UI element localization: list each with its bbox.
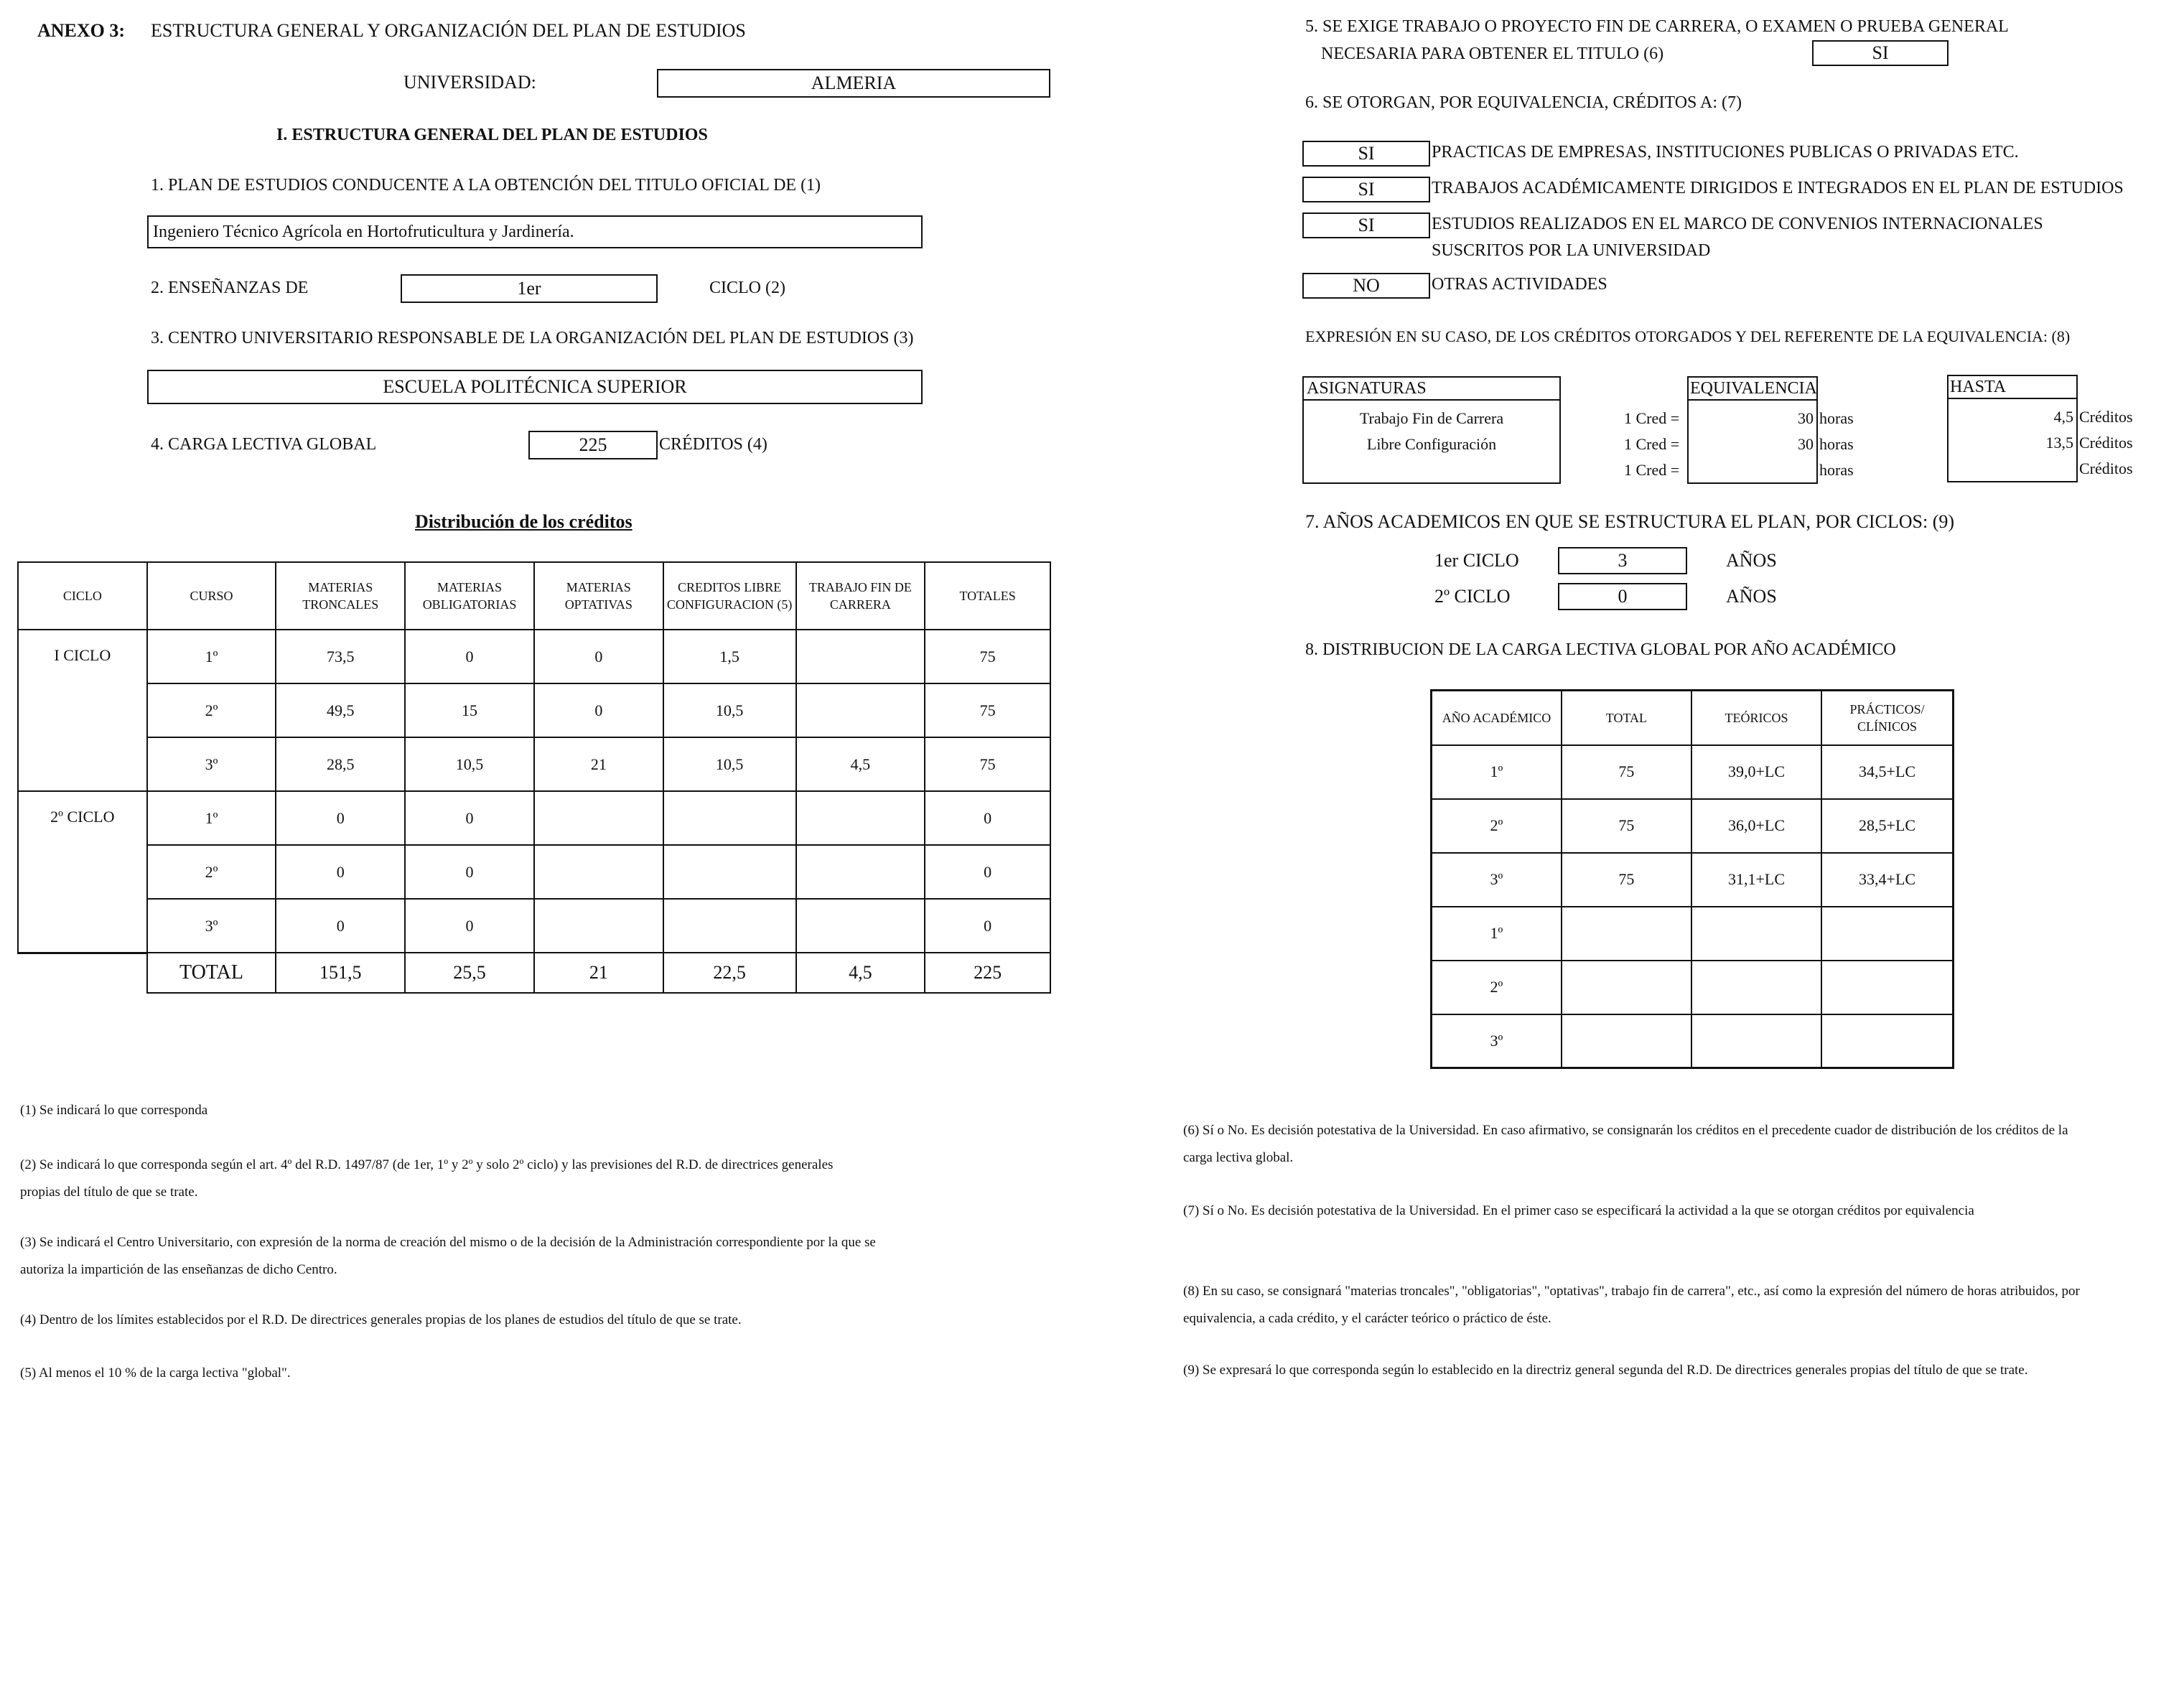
table-cell: 1,5 — [663, 630, 796, 683]
table-cell: 39,0+LC — [1691, 745, 1821, 799]
table-header-row — [18, 562, 1050, 630]
total-row — [18, 953, 1050, 993]
table-cell: 1º — [1432, 907, 1562, 961]
table-cell: 75 — [1562, 799, 1691, 853]
table-cell: 3º — [147, 737, 276, 791]
distribution-table — [17, 561, 1051, 994]
equiv-value-1: 30 — [1798, 409, 1814, 427]
table-cell: 0 — [276, 791, 405, 845]
table-row — [18, 791, 1050, 845]
header-ciclo: CICLO — [18, 562, 147, 630]
header-ano: AÑO ACADÉMICO — [1432, 691, 1562, 745]
header-libre-config: CREDITOS LIBRE CONFIGURACION (5) — [663, 562, 796, 630]
header-total: TOTAL — [1562, 691, 1691, 745]
anos-label-1: AÑOS — [1726, 550, 1777, 571]
section1-title: I. ESTRUCTURA GENERAL DEL PLAN DE ESTUDIOS — [276, 126, 708, 144]
convenios-text-2: SUSCRITOS POR LA UNIVERSIDAD — [1432, 241, 1711, 260]
header-obligatorias: MATERIAS OBLIGATORIAS — [405, 562, 534, 630]
table-cell: 0 — [534, 683, 663, 737]
titulo-field: Ingeniero Técnico Agrícola en Hortofruticultura y Jardinería. — [147, 215, 923, 248]
table-cell: 2º — [147, 683, 276, 737]
table-cell: 73,5 — [276, 630, 405, 683]
table-cell: 0 — [405, 791, 534, 845]
note-9: (9) Se expresará lo que corresponda según lo establecido en la directriz general segunda del R.D. De directrices generales propias del título de que se trate. — [1183, 1363, 2028, 1378]
hasta-value-2: 13,5 — [2045, 434, 2073, 452]
table-cell — [663, 791, 796, 845]
total-cell: 25,5 — [405, 953, 534, 993]
table-cell: 28,5+LC — [1821, 799, 1953, 853]
item1-label: 1. PLAN DE ESTUDIOS CONDUCENTE A LA OBTENCIÓN DEL TITULO OFICIAL DE (1) — [151, 176, 821, 195]
ciclo-field: 1er — [401, 274, 658, 303]
table-cell: 1º — [147, 630, 276, 683]
expresion-label: EXPRESIÓN EN SU CASO, DE LOS CRÉDITOS OTORGADOS Y DEL REFERENTE DE LA EQUIVALENCIA: (8) — [1305, 327, 2071, 345]
table-cell — [796, 845, 925, 899]
table-cell: 75 — [925, 737, 1050, 791]
total-cell: 4,5 — [796, 953, 925, 993]
horas-label-2: horas — [1819, 435, 1854, 453]
table-cell: 75 — [1562, 853, 1691, 907]
table-cell: 2º — [147, 845, 276, 899]
practicas-text: PRACTICAS DE EMPRESAS, INSTITUCIONES PUBLICAS O PRIVADAS ETC. — [1432, 143, 2019, 162]
table-row — [18, 683, 1050, 737]
table-cell: 2º — [1432, 799, 1562, 853]
item2-suffix: CICLO (2) — [709, 279, 785, 297]
table-cell — [1821, 961, 1953, 1014]
table-cell — [1691, 961, 1821, 1014]
creditos-label-2: Créditos — [2079, 434, 2133, 452]
table-cell: 4,5 — [796, 737, 925, 791]
practicas-value: SI — [1302, 141, 1430, 167]
table-cell — [534, 899, 663, 953]
cred-label-1: 1 Cred = — [1624, 409, 1680, 427]
note-8: (8) En su caso, se consignará "materias troncales", "obligatorias", "optativas", trabajo fin de carrera", etc., así como la expresión del número de horas atribuidos, por equivalencia, a cada crédito, y el carácter teórico o práctico de éste. — [1183, 1284, 2080, 1326]
ciclo2-cell: 2º CICLO — [18, 791, 147, 953]
table-cell: 21 — [534, 737, 663, 791]
proyecto-fin-field: SI — [1812, 40, 1949, 66]
table-cell: 3º — [1432, 853, 1562, 907]
trabajos-value: SI — [1302, 177, 1430, 202]
cred-label-2: 1 Cred = — [1624, 435, 1680, 453]
table-cell: 0 — [925, 791, 1050, 845]
carga-field: 225 — [528, 431, 658, 459]
otras-text: OTRAS ACTIVIDADES — [1432, 275, 1607, 294]
note-3: (3) Se indicará el Centro Universitario, con expresión de la norma de creación del mismo o de la decisión de la Administración correspondiente por la que se autoriza la impartición de las enseñanzas de dicho Centro. — [20, 1235, 876, 1277]
table-cell — [796, 899, 925, 953]
table-row — [18, 899, 1050, 953]
table-row — [1432, 907, 1954, 961]
cred-label-3: 1 Cred = — [1624, 461, 1680, 479]
table-header-row — [1432, 691, 1954, 745]
horas-label-3: horas — [1819, 461, 1854, 479]
anexo-label: ANEXO 3: — [37, 20, 126, 41]
table-cell: 3º — [147, 899, 276, 953]
equivalencia-header: EQUIVALENCIA — [1690, 379, 1817, 398]
table-cell — [1821, 907, 1953, 961]
total-cell: 225 — [925, 953, 1050, 993]
table-cell — [663, 899, 796, 953]
horas-label-1: horas — [1819, 409, 1854, 427]
header-practicos: PRÁCTICOS/ CLÍNICOS — [1821, 691, 1953, 745]
item3-label: 3. CENTRO UNIVERSITARIO RESPONSABLE DE LA ORGANIZACIÓN DEL PLAN DE ESTUDIOS (3) — [151, 329, 914, 347]
hasta-value-1: 4,5 — [2053, 408, 2073, 426]
table-cell: 10,5 — [663, 683, 796, 737]
table-row — [18, 845, 1050, 899]
section5-label-1: 5. SE EXIGE TRABAJO O PROYECTO FIN DE CARRERA, O EXAMEN O PRUEBA GENERAL — [1305, 17, 2009, 36]
table-row — [1432, 745, 1954, 799]
note-2: (2) Se indicará lo que corresponda según el art. 4º del R.D. 1497/87 (de 1er, 1º y 2º y solo 2º ciclo) y las previsiones del R.D. de directrices generales propias del título de que se trate. — [20, 1157, 834, 1200]
table-row — [1432, 1014, 1954, 1068]
table-cell: 15 — [405, 683, 534, 737]
table-cell — [1562, 961, 1691, 1014]
table-cell: 31,1+LC — [1691, 853, 1821, 907]
table-cell: 0 — [405, 845, 534, 899]
table-row — [18, 630, 1050, 683]
table-cell: 0 — [925, 899, 1050, 953]
table-row — [1432, 961, 1954, 1014]
item4-suffix: CRÉDITOS (4) — [659, 435, 767, 454]
ciclo1-cell: I CICLO — [18, 630, 147, 791]
table-cell — [1691, 1014, 1821, 1068]
universidad-label: UNIVERSIDAD: — [403, 72, 536, 93]
section7-label: 7. AÑOS ACADEMICOS EN QUE SE ESTRUCTURA EL PLAN, POR CICLOS: (9) — [1305, 511, 1955, 532]
distribution-title: Distribución de los créditos — [415, 511, 633, 532]
asignaturas-header: ASIGNATURAS — [1307, 379, 1427, 398]
section6-label: 6. SE OTORGAN, POR EQUIVALENCIA, CRÉDITOS A: (7) — [1305, 93, 1742, 112]
ciclo1-label: 1er CICLO — [1434, 550, 1519, 571]
table-cell — [1691, 907, 1821, 961]
table-cell: 1º — [147, 791, 276, 845]
table-cell: 3º — [1432, 1014, 1562, 1068]
ciclo2-label: 2º CICLO — [1434, 586, 1511, 607]
header-trabajo-fin: TRABAJO FIN DE CARRERA — [796, 562, 925, 630]
hasta-header: HASTA — [1950, 378, 2007, 396]
table-cell — [663, 845, 796, 899]
creditos-label-3: Créditos — [2079, 459, 2133, 477]
note-6: (6) Sí o No. Es decisión potestativa de la Universidad. En caso afirmativo, se consignarán los créditos en el precedente cuador de distribución de los créditos de la carga lectiva global. — [1183, 1123, 2068, 1165]
table-row — [1432, 853, 1954, 907]
table-cell — [534, 845, 663, 899]
table-cell — [1562, 1014, 1691, 1068]
table-cell: 28,5 — [276, 737, 405, 791]
table-cell — [534, 791, 663, 845]
header-optativas: MATERIAS OPTATIVAS — [534, 562, 663, 630]
note-5: (5) Al menos el 10 % de la carga lectiva "global". — [20, 1365, 291, 1381]
ciclo1-anos-field: 3 — [1558, 547, 1687, 574]
item4-label: 4. CARGA LECTIVA GLOBAL — [151, 435, 377, 454]
table-cell: 34,5+LC — [1821, 745, 1953, 799]
table-cell — [1821, 1014, 1953, 1068]
table-cell: 1º — [1432, 745, 1562, 799]
note-7: (7) Sí o No. Es decisión potestativa de la Universidad. En el primer caso se especificará la actividad a la que se otorgan créditos por equivalencia — [1183, 1203, 1974, 1218]
table-row — [1432, 799, 1954, 853]
table-cell: 10,5 — [663, 737, 796, 791]
section8-label: 8. DISTRIBUCION DE LA CARGA LECTIVA GLOBAL POR AÑO ACADÉMICO — [1305, 640, 1896, 659]
table-cell — [796, 630, 925, 683]
item2-label: 2. ENSEÑANZAS DE — [151, 279, 309, 297]
table-cell — [796, 683, 925, 737]
table-cell: 0 — [534, 630, 663, 683]
total-cell: 151,5 — [276, 953, 405, 993]
table-cell: 49,5 — [276, 683, 405, 737]
total-label: TOTAL — [147, 953, 276, 993]
otras-value: NO — [1302, 273, 1430, 299]
convenios-text: ESTUDIOS REALIZADOS EN EL MARCO DE CONVENIOS INTERNACIONALES — [1432, 215, 2043, 233]
asignatura-1: Trabajo Fin de Carrera — [1359, 409, 1504, 427]
table-cell: 33,4+LC — [1821, 853, 1953, 907]
convenios-value: SI — [1302, 213, 1430, 238]
note-4: (4) Dentro de los límites establecidos por el R.D. De directrices generales propias de los planes de estudios del título de que se trate. — [20, 1312, 742, 1327]
table-cell: 0 — [925, 845, 1050, 899]
table-row — [18, 737, 1050, 791]
table-cell: 0 — [276, 899, 405, 953]
trabajos-text: TRABAJOS ACADÉMICAMENTE DIRIGIDOS E INTEGRADOS EN EL PLAN DE ESTUDIOS — [1432, 179, 2124, 197]
table-cell: 10,5 — [405, 737, 534, 791]
centro-field: ESCUELA POLITÉCNICA SUPERIOR — [147, 370, 923, 404]
table-cell: 36,0+LC — [1691, 799, 1821, 853]
header-totales: TOTALES — [925, 562, 1050, 630]
table-cell: 75 — [925, 683, 1050, 737]
table-cell: 2º — [1432, 961, 1562, 1014]
universidad-field: ALMERIA — [657, 69, 1050, 98]
creditos-label-1: Créditos — [2079, 408, 2133, 426]
header-curso: CURSO — [147, 562, 276, 630]
section5-label-2: NECESARIA PARA OBTENER EL TITULO (6) — [1321, 45, 1664, 63]
total-cell: 22,5 — [663, 953, 796, 993]
header-troncales: MATERIAS TRONCALES — [276, 562, 405, 630]
table-cell: 75 — [1562, 745, 1691, 799]
table-cell: 0 — [405, 630, 534, 683]
ciclo2-anos-field: 0 — [1558, 583, 1687, 610]
asignatura-2: Libre Configuración — [1366, 435, 1497, 453]
table-cell: 0 — [405, 899, 534, 953]
header-teoricos: TEÓRICOS — [1691, 691, 1821, 745]
equiv-value-2: 30 — [1798, 435, 1814, 453]
table-cell: 0 — [276, 845, 405, 899]
anos-label-2: AÑOS — [1726, 586, 1777, 607]
page-title: ESTRUCTURA GENERAL Y ORGANIZACIÓN DEL PLAN DE ESTUDIOS — [151, 20, 746, 41]
table-cell — [796, 791, 925, 845]
note-1: (1) Se indicará lo que corresponda — [20, 1103, 208, 1118]
total-cell: 21 — [534, 953, 663, 993]
table-cell — [1562, 907, 1691, 961]
table-cell: 75 — [925, 630, 1050, 683]
carga-anual-table — [1430, 689, 1954, 1069]
